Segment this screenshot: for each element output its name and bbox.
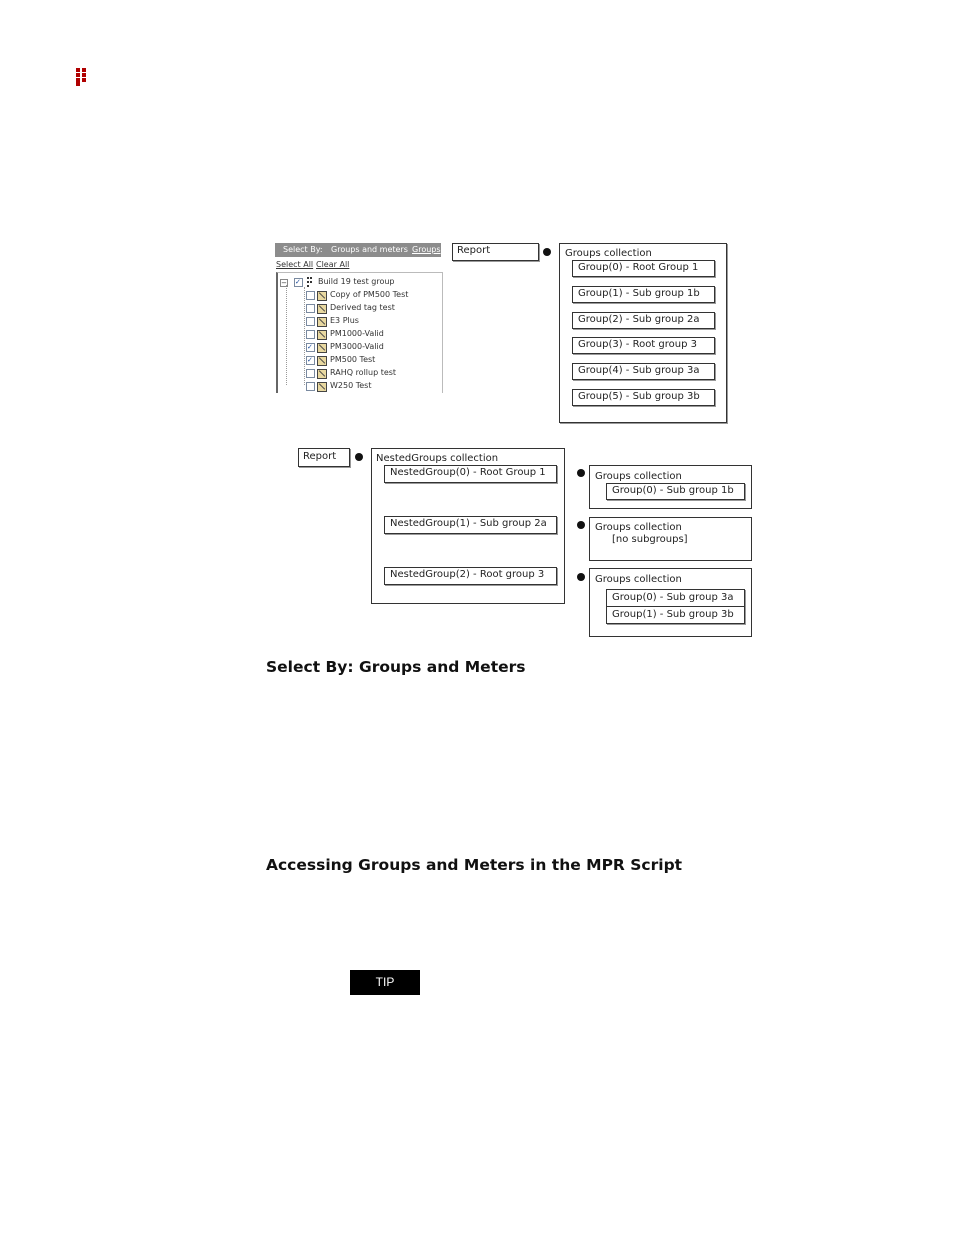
group-item-label: Group(0) - Sub group 3a: [612, 592, 734, 603]
meter-item[interactable]: [306, 341, 436, 353]
bullet-connector: [543, 248, 551, 256]
group-item-label: Group(1) - Sub group 3b: [612, 609, 734, 620]
bullet-connector: [577, 469, 585, 477]
meter-label: E3 Plus: [330, 316, 359, 325]
meter-checkbox[interactable]: [306, 317, 315, 326]
select-by-header: [275, 243, 441, 257]
report-box-bottom: [298, 448, 350, 467]
meter-item[interactable]: [306, 289, 436, 301]
meter-checkbox[interactable]: [306, 343, 315, 352]
meter-label: PM3000-Valid: [330, 342, 384, 351]
collection-title: NestedGroups collection: [376, 453, 499, 464]
clear-all-link[interactable]: Clear All: [316, 260, 350, 269]
meter-checkbox[interactable]: [306, 369, 315, 378]
group-item: [572, 286, 715, 303]
root-group-checkbox[interactable]: [294, 278, 303, 287]
meter-icon: [317, 382, 327, 392]
meter-label: PM500 Test: [330, 355, 376, 364]
collection-title: Groups collection: [595, 574, 682, 585]
sub-collection-1-item: [606, 483, 745, 500]
meter-checkbox[interactable]: [306, 356, 315, 365]
group-item: [572, 260, 715, 277]
meter-icon: [317, 343, 327, 353]
brand-logo-icon: [76, 68, 90, 86]
meter-icon: [317, 369, 327, 379]
select-by-label: Select By:: [283, 245, 323, 254]
nested-group-label: NestedGroup(1) - Sub group 2a: [390, 518, 547, 529]
group-item-label: Group(0) - Root Group 1: [578, 262, 699, 273]
bullet-connector: [577, 521, 585, 529]
meter-label: Copy of PM500 Test: [330, 290, 409, 299]
group-item: [572, 363, 715, 380]
collection-title: Groups collection: [565, 248, 652, 259]
collection-title: Groups collection: [595, 522, 682, 533]
group-item-label: Group(2) - Sub group 2a: [578, 313, 700, 325]
select-by-mode[interactable]: Groups and meters: [331, 245, 408, 254]
meter-label: W250 Test: [330, 381, 372, 390]
nested-group-item: [384, 516, 557, 534]
groups-tab[interactable]: Groups: [412, 245, 441, 254]
no-subgroups-note: [no subgroups]: [612, 534, 688, 545]
nested-group-item: [384, 567, 557, 585]
bullet-connector: [577, 573, 585, 581]
section-heading-accessing: Accessing Groups and Meters in the MPR Script: [266, 856, 683, 874]
nested-group-label: NestedGroup(2) - Root group 3: [390, 569, 545, 580]
group-tree: [276, 272, 443, 393]
meter-icon: [317, 330, 327, 340]
meter-icon: [317, 356, 327, 366]
tree-root-group[interactable]: [280, 276, 440, 288]
collection-title: Groups collection: [595, 471, 682, 482]
bullet-connector: [355, 453, 363, 461]
meter-item[interactable]: [306, 302, 436, 314]
group-item-label: Group(4) - Sub group 3a: [578, 365, 700, 377]
meter-checkbox[interactable]: [306, 304, 315, 313]
root-group-label: Build 19 test group: [318, 277, 395, 286]
group-item: [572, 312, 715, 329]
report-box-top: [452, 243, 539, 261]
section-heading-select-by: Select By: Groups and Meters: [266, 658, 526, 676]
group-icon: [307, 277, 313, 287]
meter-item[interactable]: [306, 315, 436, 327]
group-item-label: Group(1) - Sub group 1b: [578, 287, 700, 299]
report-label: Report: [303, 451, 337, 462]
meter-icon: [317, 291, 327, 301]
meter-item[interactable]: [306, 380, 436, 392]
select-all-link[interactable]: Select All: [276, 260, 314, 269]
meter-checkbox[interactable]: [306, 291, 315, 300]
sub-collection-2: [589, 517, 752, 561]
report-label: Report: [457, 245, 491, 256]
meter-checkbox[interactable]: [306, 382, 315, 391]
sub-collection-3-item: [606, 606, 745, 624]
group-item: [572, 337, 715, 354]
group-item-label: Group(0) - Sub group 1b: [612, 485, 734, 496]
nested-group-item: [384, 465, 557, 483]
nested-group-label: NestedGroup(0) - Root Group 1: [390, 467, 546, 478]
group-item: [572, 389, 715, 406]
sub-collection-3-item: [606, 589, 745, 607]
meter-checkbox[interactable]: [306, 330, 315, 339]
meter-icon: [317, 317, 327, 327]
meter-label: RAHQ rollup test: [330, 368, 397, 377]
meter-item[interactable]: [306, 367, 436, 379]
collapse-icon[interactable]: −: [281, 279, 287, 287]
meter-label: Derived tag test: [330, 303, 395, 312]
group-item-label: Group(3) - Root group 3: [578, 339, 697, 351]
group-item-label: Group(5) - Sub group 3b: [578, 391, 700, 402]
tip-badge: TIP: [350, 970, 420, 995]
meter-item[interactable]: [306, 354, 436, 366]
meter-label: PM1000-Valid: [330, 329, 384, 338]
meter-item[interactable]: [306, 328, 436, 340]
meter-icon: [317, 304, 327, 314]
